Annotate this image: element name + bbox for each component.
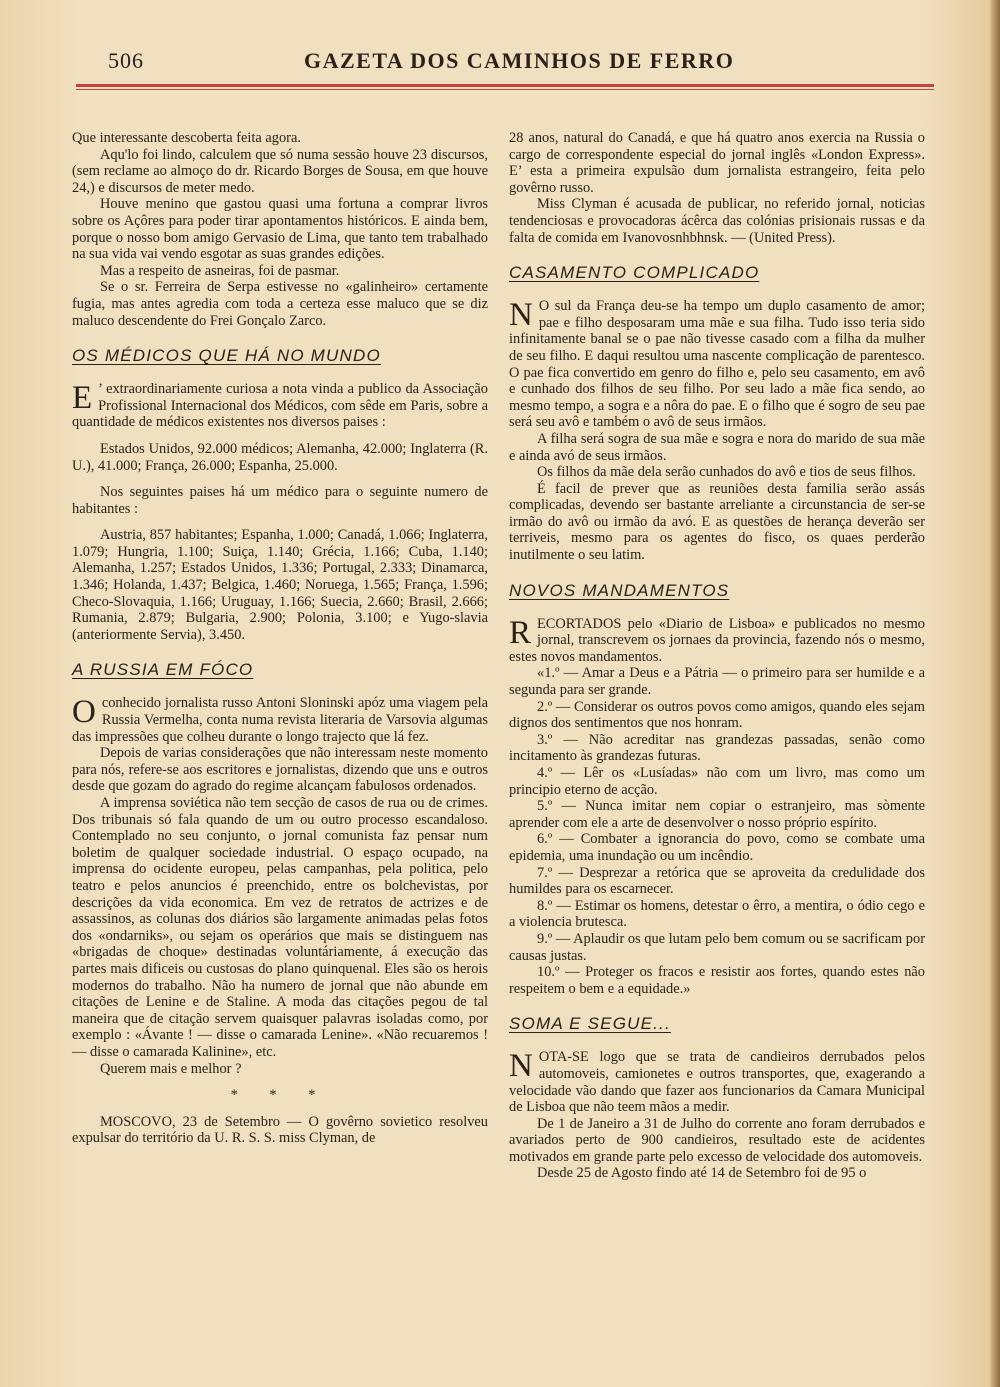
commandment-item: 2.º — Considerar os outros povos como amigos, quando eles sejam dignos dos sentimentos que nos honram. [509,698,925,732]
drop-cap: E [72,380,93,417]
lead-text: ’ extraordinariamente curiosa a nota vinda a publico da Associação Profissional Internacional dos Médicos, com sêde em Paris, sobre a quantidade de médicos existentes nos diversos paises : [72,381,488,431]
commandment-item: 3.º — Não acreditar nas grandezas passadas, senão como incitamento às grandezas futuras. [509,731,925,765]
intro-paragraph: Que interessante descoberta feita agora. [72,130,301,146]
article-lead [72,695,488,745]
page-header [108,46,932,80]
article-paragraph: Miss Clyman é acusada de publicar, no referido jornal, noticias tendenciosas e provocadoras ácêrca das colónias prisionais russas e da falta de comida em Ivanovosnhbhnsk. — (United Press). [509,196,925,246]
article-paragraph: A imprensa soviética não tem secção de casos de rua ou de crimes. Dos tribunais só fala quando de um ou outro processo escandaloso. Contemplado no seu conjunto, o jornal comunista faz pensar num boletim de qualquer sociedade industrial. O espaço ocupado, na imprensa do ocidente europeu, pelas campanhas, pela politica, pelo teatro e pelos anuncios é preenchido, entre os bolchevistas, por descrições da vida economica. Em vez de retratos de actrizes e de assassinos, as colunas dos diários são largamente animadas pelas fotos dos «ondarniks», ou sejam os operários que mais se distinguem nas «brigadas de choque» destinadas voluntáriamente, á execução das partes mais dificeis ou custosas do plano quinquenal. Eles são os herois modernos do trabalho. Não ha numero de jornal que não abunde em citações de Lenine e de Staline. A moda das citações pegou de tal maneira que de citação servem quaisquer palavras isoladas como, por exemplo : «Ávante ! — disse o camarada Lenine». «Não recuaremos ! — disse o camarada Kalinine», etc. [72,795,488,1060]
article-paragraph: Austria, 857 habitantes; Espanha, 1.000; Canadá, 1.066; Inglaterra, 1.079; Hungria, 1.100; Suiça, 1.140; Grécia, 1.166; Cuba, 1.140; Alemanha, 1.257; Estados Unidos, 1.336; Portugal, 2.333; Dinamarca, 1.346; Holanda, 1.437; Belgica, 1.460; Noruega, 1.565; França, 1.596; Checo-Slovaquia, 1.166; Uruguay, 1.166; Suecia, 2.660; Brasil, 2.666; Rumania, 2.879; Bulgaria, 2.900; Polonia, 3.100; e Yugo-slavia (anteriormente Servia), 3.450. [72,527,488,643]
drop-cap: N [509,1048,533,1085]
section-separator: * * * [230,1087,330,1104]
article-title-mandamentos: NOVOS MANDAMENTOS [509,580,730,600]
drop-cap: O [72,694,96,731]
page-number: 506 [108,48,144,73]
left-column [72,130,488,1147]
header-rule-thin [76,89,934,90]
right-column [509,130,925,1182]
article-title-russia: A RUSSIA EM FÓCO [72,660,254,680]
article-paragraph: Nos seguintes paises há um médico para o seguinte numero de habitantes : [72,484,488,517]
intro-paragraph: Houve menino que gastou quasi uma fortuna a comprar livros sobre os Açôres para poder tirar apontamentos históricos. E ainda bem, porque o nosso bom amigo Gervasio de Lima, que tanto tem trabalhado na sua vida vai vendo esgotar as suas grandes edições. [72,196,488,263]
article-title-medicos: OS MÉDICOS QUE HÁ NO MUNDO [72,346,381,366]
drop-cap: N [509,297,533,334]
commandment-item: 4.º — Lêr os «Lusíadas» não com um livro, mas como um principio eterno de acção. [509,765,925,798]
article-paragraph: Querem mais e melhor ? [100,1060,242,1077]
lead-text: OTA-SE logo que se trata de candieiros derrubados pelos automoveis, camionetes e outros transportes, que, exagerando a velocidade vão dando que fazer aos funcionarios da Camara Municipal de Lisboa que não teem mãos a medir. [509,1049,925,1116]
intro-paragraph: Se o sr. Ferreira de Serpa estivesse no «galinheiro» certamente fugia, mas antes agredia com toda a certeza esse maluco que se diz maluco descendente do Frei Gonçalo Zarco. [72,279,488,329]
commandment-item: 9.º — Aplaudir os que lutam pelo bem comum ou se sacrificam por causas justas. [509,930,925,964]
intro-paragraph: Mas a respeito de asneiras, foi de pasmar. [100,262,340,279]
commandment-item: 8.º — Estimar os homens, detestar o êrro, a mentira, o ódio cego e a violencia brutesca. [509,897,925,931]
page-binding-edge [990,0,1000,1387]
article-title-soma: SOMA E SEGUE... [509,1014,671,1034]
lead-text: conhecido jornalista russo Antoni Sloninski apóz uma viagem pela Russia Vermelha, conta numa revista literaria de Varsovia algumas das impressões que colheu durante o longo trajecto que lá fez. [72,695,488,745]
commandment-item: «1.º — Amar a Deus e a Pátria — o primeiro para ser humilde e a segunda para ser grande. [509,665,925,699]
article-paragraph: Estados Unidos, 92.000 médicos; Alemanha, 42.000; Inglaterra (R. U.), 41.000; França, 26.000; Espanha, 25.000. [72,440,488,474]
article-paragraph: Os filhos da mãe dela serão cunhados do avô e tios de seus filhos. [537,464,916,481]
commandment-item: 7.º — Desprezar a retórica que se aproveita da credulidade dos humildes para os escarnecer. [509,864,925,898]
commandment-item: 6.º — Combater a ignorancia do povo, como se combate uma epidemia, uma inundação ou um incêndio. [509,831,925,864]
article-lead [72,381,488,431]
article-paragraph: A filha será sogra de sua mãe e sogra e nora do marido de sua mãe e ainda avó de seus irmãos. [509,430,925,464]
article-paragraph: 28 anos, natural do Canadá, e que há quatro anos exercia na Russia o cargo de correspondente especial do jornal inglês «London Express». E’ esta a primeira expulsão dum jornalista estrangeiro, feita pelo govêrno russo. [509,130,925,196]
article-paragraph: Desde 25 de Agosto findo até 14 de Setembro foi de 95 o [537,1165,867,1182]
article-lead [509,616,925,666]
article-paragraph: MOSCOVO, 23 de Setembro — O govêrno sovietico resolveu expulsar do território da U. R. S. S. miss Clyman, de [72,1113,488,1147]
commandment-item: 5.º — Nunca imitar nem copiar o estranjeiro, mas sòmente aprender com ele a arte de desenvolver o nosso próprio espírito. [509,798,925,831]
article-lead [509,1049,925,1115]
article-title-casamento: CASAMENTO COMPLICADO [509,263,760,283]
article-lead [509,298,925,431]
article-paragraph: Depois de varias considerações que não interessam neste momento para nós, refere-se aos escritores e jornalistas, dizendo que uns e outros desde que gozam do agrado do regime alcançam fabulosos ordenados. [72,745,488,795]
drop-cap: R [509,614,532,651]
header-rule [76,84,934,87]
lead-text: ECORTADOS pelo «Diario de Lisboa» e publicados no mesmo jornal, transcrevem os jornaes da provincia, fazendo nós o mesmo, estes novos mandamentos. [509,615,925,665]
article-paragraph: De 1 de Janeiro a 31 de Julho do corrente ano foram derrubados e avariados perto de 900 candieiros, resultado este de acidentes motivados em grande parte pelo excesso de velocidade dos automoveis. [509,1115,925,1165]
lead-text: O sul da França deu-se ha tempo um duplo casamento de amor; pae e filho desposaram uma mãe e sua filha. Tudo isso teria sido infinitamente banal se o pae não tivesse casado com a filha da mulher de seu filho. E daqui resultou uma nascente complicação de parentesco. O pae fica convertido em genro do filho e, pelo seu casamento, em avô e cunhado dos filhos de seu filho. Por seu lado a mãe fica sendo, ao mesmo tempo, a sogra e a nôra do pae. E o filho que é sogro de seu pae será seu avô e também o avô de seus irmãos. [509,298,925,431]
intro-paragraph: Aqu'lo foi lindo, calculem que só numa sessão houve 23 discursos, (sem reclame ao almoço do dr. Ricardo Borges de Sousa, em que houve 24,) e discursos de meter medo. [72,146,488,196]
commandment-item: 10.º — Proteger os fracos e resistir aos fortes, quando estes não respeitem o bem e a equidade.» [509,964,925,997]
article-paragraph: É facil de prever que as reuniões desta familia serão assás complicadas, devendo ser bastante arreliante a circunstancia de ser-se irmão do avô ou irmão da avó. E as questões de herança deverão ser terriveis, mesmo para os agentes do fisco, os quaes perderão inutilmente o seu latim. [509,480,925,564]
masthead-title: GAZETA DOS CAMINHOS DE FERRO [304,48,735,73]
